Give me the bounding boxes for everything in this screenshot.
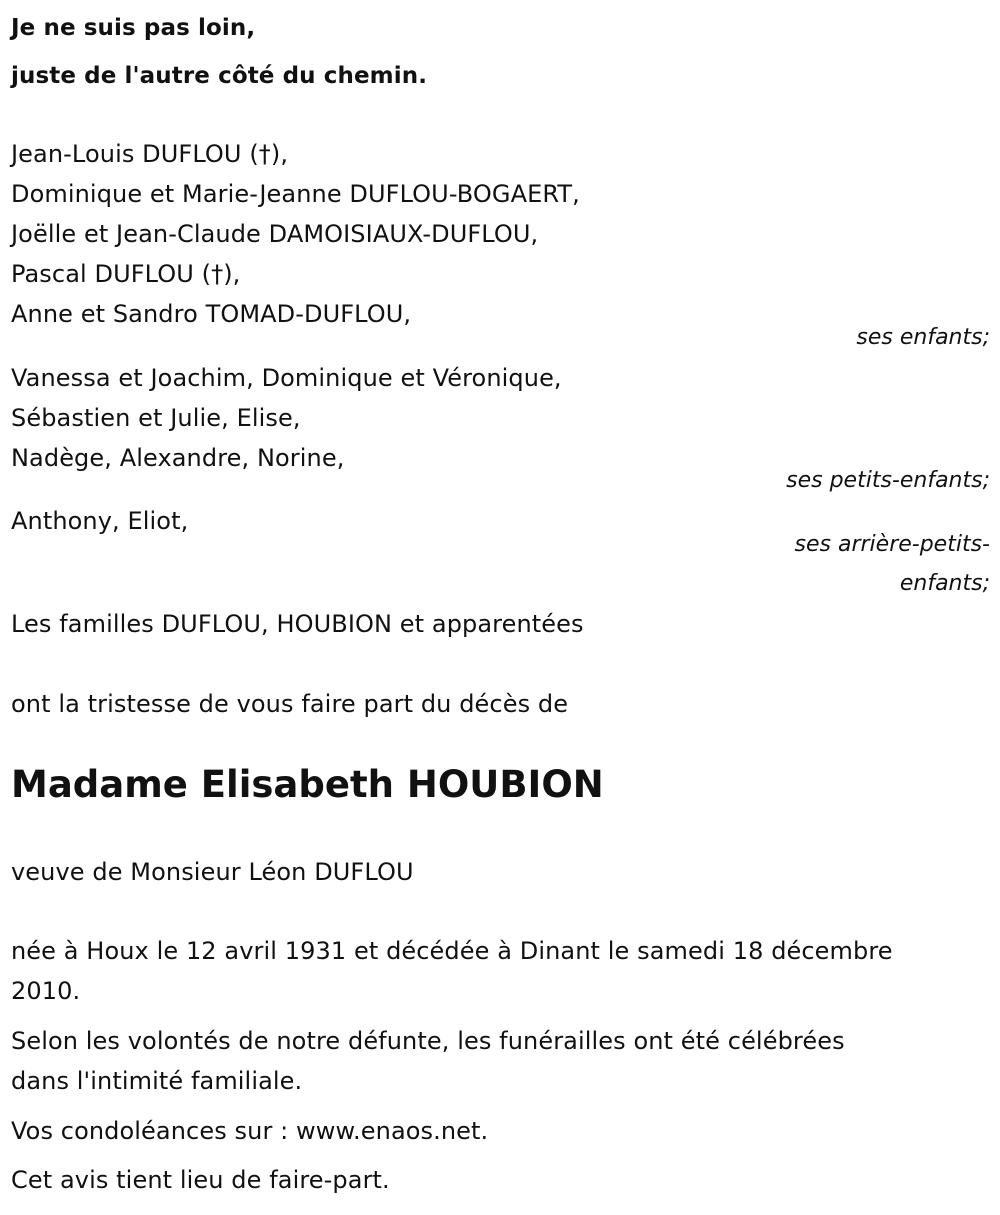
great-grandchildren-role-label-2: enfants; [899, 571, 990, 596]
closing-line: Cet avis tient lieu de faire-part. [11, 1166, 390, 1194]
children-role-label: ses enfants; [856, 325, 990, 350]
great-grandchild-line: Anthony, Eliot, [11, 507, 189, 535]
child-line: Pascal DUFLOU (†), [11, 260, 241, 288]
grandchild-line: Vanessa et Joachim, Dominique et Véronique, [11, 364, 562, 392]
grandchild-line: Sébastien et Julie, Elise, [11, 404, 301, 432]
child-line: Jean-Louis DUFLOU (†), [11, 140, 289, 168]
grandchild-line: Nadège, Alexandre, Norine, [11, 444, 345, 472]
epigraph-line-1: Je ne suis pas loin, [11, 15, 256, 41]
announcement-line: ont la tristesse de vous faire part du décès de [11, 690, 569, 718]
widow-of-line: veuve de Monsieur Léon DUFLOU [11, 858, 414, 886]
child-line: Anne et Sandro TOMAD-DUFLOU, [11, 300, 412, 328]
epigraph-line-2: juste de l'autre côté du chemin. [11, 63, 428, 89]
child-line: Dominique et Marie-Jeanne DUFLOU-BOGAERT, [11, 180, 580, 208]
funeral-line-2: dans l'intimité familiale. [11, 1067, 303, 1095]
deceased-name: Madame Elisabeth HOUBION [11, 763, 604, 806]
great-grandchildren-role-label-1: ses arrière-petits- [794, 532, 990, 557]
families-line: Les familles DUFLOU, HOUBION et apparentées [11, 610, 584, 638]
child-line: Joëlle et Jean-Claude DAMOISIAUX-DUFLOU, [11, 220, 539, 248]
birth-death-line-2: 2010. [11, 977, 81, 1005]
funeral-line-1: Selon les volontés de notre défunte, les funérailles ont été célébrées [11, 1027, 845, 1055]
birth-death-line-1: née à Houx le 12 avril 1931 et décédée à Dinant le samedi 18 décembre [11, 937, 893, 965]
grandchildren-role-label: ses petits-enfants; [786, 468, 990, 493]
condolences-line: Vos condoléances sur : www.enaos.net. [11, 1117, 489, 1145]
